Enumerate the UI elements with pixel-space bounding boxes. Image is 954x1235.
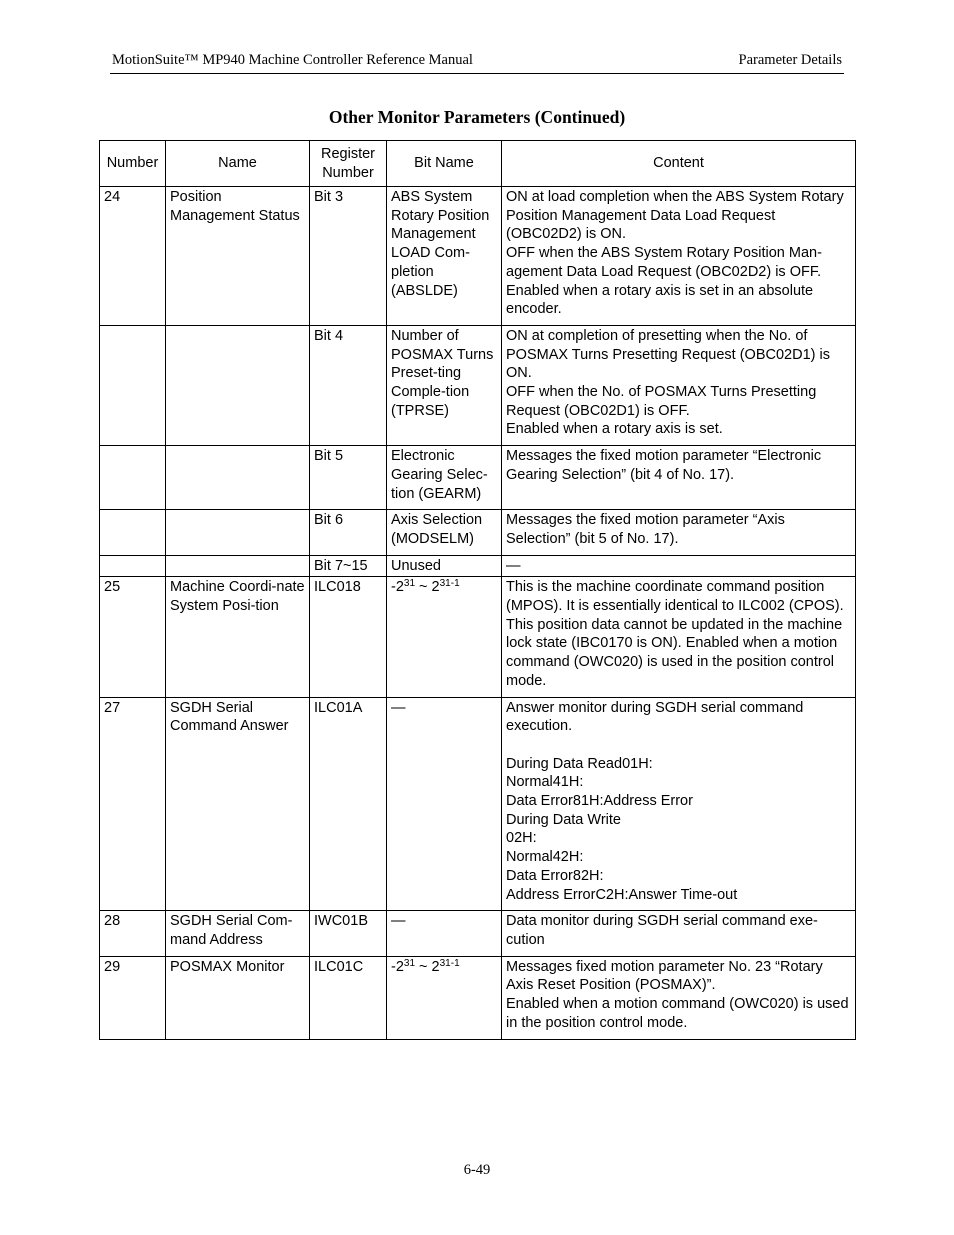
cell-content xyxy=(502,555,856,577)
content-line: Enabled when a rotary axis is set in an absolute encoder. xyxy=(506,282,814,318)
cell-number-continued xyxy=(100,510,166,555)
cell-number: 28 xyxy=(100,911,166,956)
content-line: This is the machine coordinate command position (MPOS). It is essentially identical to ILC002 (CPOS). This position data cannot be updated in the machine lock state (IBC0170 is ON). Enabled when a motion command (OWC020) is used in the position control mode. xyxy=(506,579,844,689)
content-line: During Data Write xyxy=(506,811,621,828)
content-line: Normal42H: xyxy=(506,849,584,866)
range-exponent-high: 31-1 xyxy=(439,957,460,969)
cell-number-continued xyxy=(100,446,166,510)
cell-name-continued xyxy=(166,325,310,445)
cell-content xyxy=(502,187,856,326)
table-header-row xyxy=(100,141,856,187)
cell-register: ILC018 xyxy=(310,577,387,697)
cell-name: Position Management Status xyxy=(166,187,310,326)
range-separator: ~ 2 xyxy=(415,579,440,596)
table-row xyxy=(100,697,856,911)
table-row xyxy=(100,187,856,326)
content-line: ON at completion of presetting when the No. of POSMAX Turns Presetting Request (OBC02D1) is ON. xyxy=(506,327,830,382)
cell-content xyxy=(502,325,856,445)
header-name: Name xyxy=(166,141,310,187)
header-content: Content xyxy=(502,141,856,187)
range-exponent-low: 31 xyxy=(403,957,416,969)
table-row xyxy=(100,956,856,1039)
cell-content xyxy=(502,577,856,697)
cell-bit-name: Axis Selection (MODSELM) xyxy=(387,510,502,555)
cell-bit-name: Electronic Gearing Selec-tion (GEARM) xyxy=(387,446,502,510)
cell-content xyxy=(502,956,856,1039)
cell-bit-name xyxy=(387,577,502,697)
content-line: During Data Read01H: xyxy=(506,755,653,772)
range-prefix: -2 xyxy=(391,579,404,596)
range-prefix: -2 xyxy=(391,958,404,975)
cell-register: ILC01C xyxy=(310,956,387,1039)
cell-content xyxy=(502,697,856,911)
cell-bit-name: — xyxy=(387,911,502,956)
content-line: Data Error81H:Address Error xyxy=(506,793,693,810)
table-row xyxy=(100,510,856,555)
cell-name: POSMAX Monitor xyxy=(166,956,310,1039)
section-title: Parameter Details xyxy=(738,52,842,68)
content-line: Answer monitor during SGDH serial command execution. xyxy=(506,699,804,735)
cell-name: SGDH Serial Com-mand Address xyxy=(166,911,310,956)
content-line: — xyxy=(506,557,521,574)
content-line: Address ErrorC2H:Answer Time-out xyxy=(506,886,738,903)
cell-register: Bit 6 xyxy=(310,510,387,555)
cell-name-continued xyxy=(166,446,310,510)
cell-register: ILC01A xyxy=(310,697,387,911)
cell-bit-name xyxy=(387,956,502,1039)
table-title: Other Monitor Parameters (Continued) xyxy=(328,107,626,127)
cell-number: 24 xyxy=(100,187,166,326)
content-line xyxy=(506,736,851,755)
manual-title: MotionSuite™ MP940 Machine Controller Reference Manual xyxy=(112,52,473,68)
cell-register: Bit 7~15 xyxy=(310,555,387,577)
cell-content xyxy=(502,446,856,510)
cell-bit-name: — xyxy=(387,697,502,911)
content-line: OFF when the No. of POSMAX Turns Presetting Request (OBC02D1) is OFF. xyxy=(506,384,817,419)
cell-name-continued xyxy=(166,555,310,577)
table-row xyxy=(100,555,856,577)
table-row xyxy=(100,911,856,956)
cell-number-continued xyxy=(100,325,166,445)
content-line: ON at load completion when the ABS System Rotary Position Management Data Load Request (OBC02D2) is ON. xyxy=(506,189,844,243)
header-register-number: Register Number xyxy=(310,141,387,187)
cell-content xyxy=(502,911,856,956)
cell-bit-name: Unused xyxy=(387,555,502,577)
page-header xyxy=(110,52,844,74)
table-row xyxy=(100,446,856,510)
cell-register: IWC01B xyxy=(310,911,387,956)
range-exponent-low: 31 xyxy=(403,578,416,590)
cell-name: SGDH Serial Command Answer xyxy=(166,697,310,911)
header-number: Number xyxy=(100,141,166,187)
table-row xyxy=(100,325,856,445)
content-line: Data Error82H: xyxy=(506,867,604,884)
content-line: 02H: xyxy=(506,830,537,847)
range-separator: ~ 2 xyxy=(415,958,440,975)
cell-bit-name: Number of POSMAX Turns Preset-ting Comple-tion (TPRSE) xyxy=(387,325,502,445)
cell-name-continued xyxy=(166,510,310,555)
content-line: Messages the fixed motion parameter “Axis Selection” (bit 5 of No. 17). xyxy=(506,512,785,547)
content-line: Messages the fixed motion parameter “Electronic Gearing Selection” (bit 4 of No. 17). xyxy=(506,448,822,483)
cell-number: 27 xyxy=(100,697,166,911)
content-line: Data monitor during SGDH serial command exe-cution xyxy=(506,913,818,948)
cell-register: Bit 5 xyxy=(310,446,387,510)
table-row xyxy=(100,577,856,697)
cell-content xyxy=(502,510,856,555)
header-bit-name: Bit Name xyxy=(387,141,502,187)
page-number: 6-49 xyxy=(463,1162,491,1178)
content-line: Enabled when a rotary axis is set. xyxy=(506,421,723,438)
cell-number: 29 xyxy=(100,956,166,1039)
cell-bit-name: ABS System Rotary Position Management LOAD Com-pletion (ABSLDE) xyxy=(387,187,502,326)
monitor-parameters-table xyxy=(99,140,856,1040)
content-line: Messages fixed motion parameter No. 23 “Rotary Axis Reset Position (POSMAX)”. xyxy=(506,958,823,994)
cell-name: Machine Coordi-nate System Posi-tion xyxy=(166,577,310,697)
cell-register: Bit 4 xyxy=(310,325,387,445)
content-line: Normal41H: xyxy=(506,774,584,791)
cell-number: 25 xyxy=(100,577,166,697)
range-exponent-high: 31-1 xyxy=(439,578,460,590)
cell-register: Bit 3 xyxy=(310,187,387,326)
cell-number-continued xyxy=(100,555,166,577)
content-line: Enabled when a motion command (OWC020) is used in the position control mode. xyxy=(506,996,849,1031)
content-line: OFF when the ABS System Rotary Position Man-agement Data Load Request (OBC02D2) is OFF. xyxy=(506,245,822,280)
